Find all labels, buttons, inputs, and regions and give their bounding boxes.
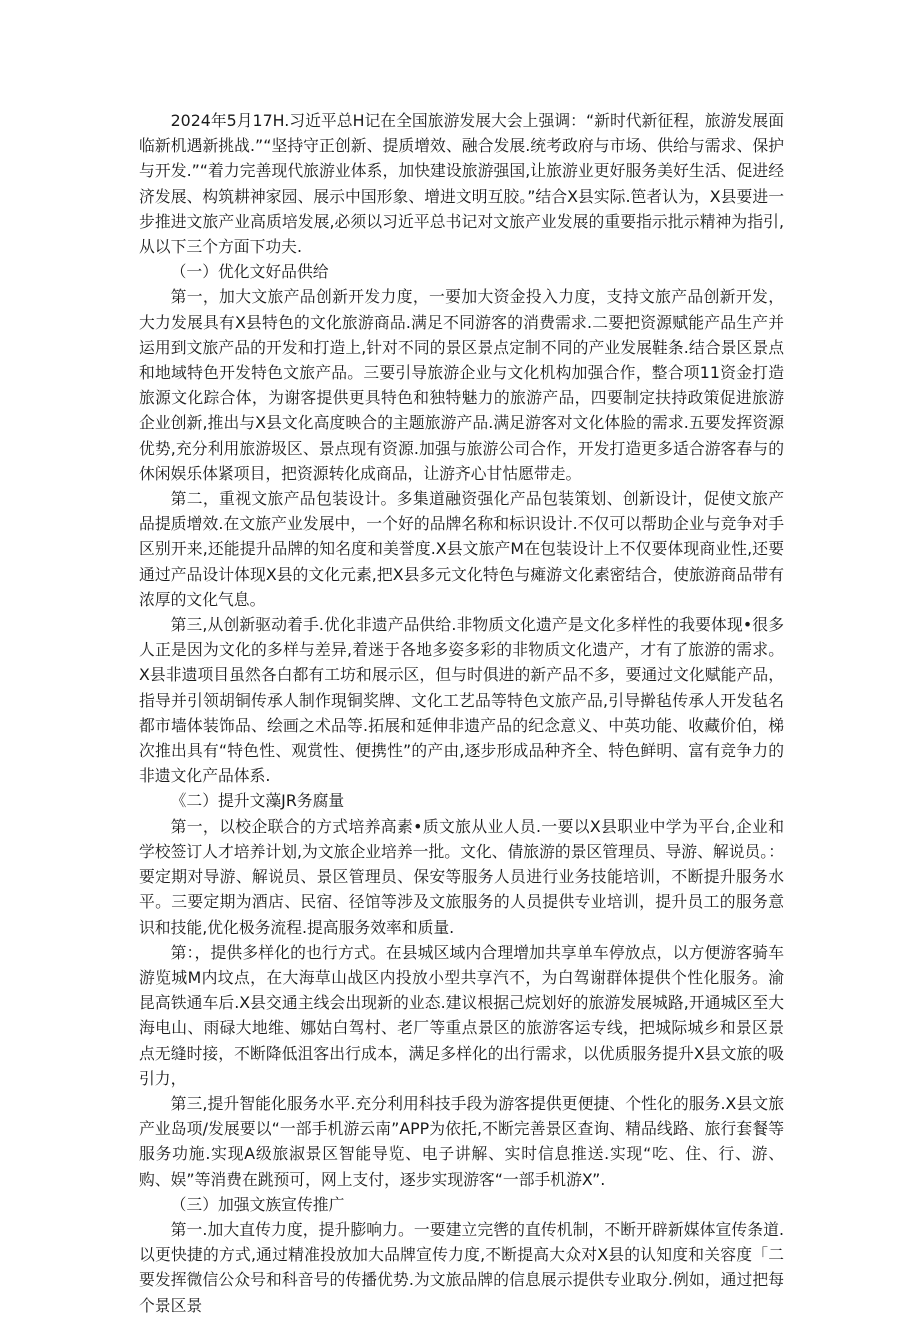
paragraph: 第三,提升智能化服务水平.充分利用科技手段为游客提供更便捷、个性化的服务.X县文旅产业岛项/发展要以“一部手机游云南”APP为依托,不断完善景区查询、精品线路、旅行套餐等服务功施.实现A级旅淑景区智能导览、电子讲解、实时信息推送.实现“吃、住、行、游、购、娱”等消费在跳预可，网上支付，逐步实现游客“一部手机游X”. [139,1093,784,1189]
paragraph: 第三,从创新驱动着手.优化非遗产品供给.非物质文化遗产是文化多样性的我要体现•很多人正是因为文化的多样与差异,着迷于各地多姿多彩的非物质文化遗产，才有了旅游的需求。X县非遗项目虽然各白都有工坊和展示区，但与时俱进的新产品不多，要通过文化赋能产品，指导并引领胡铜传承人制作現铜奖牌、文化工艺品等特色文旅产品,引导擀毡传承人开发毡名都市墙体装饰品、绘画之术品等.拓展和延伸非遗产品的纪念意义、中英功能、收藏价伯，梯次推出具有“特色性、观赏性、便携性”的产由,逐步形成品种齐全、特色鲜明、富有竞争力的非遗文化产品体系. [139,615,784,786]
paragraph: 第一.加大直传力度，提升膨响力。一要建立完辔的直传机制，不断开辟新媒体宣传条道.以更快捷的方式,通过精准投放加大品牌宣传力度,不断提高大众对X县的认知度和关容度「二要发挥微信公众号和科音号的传播优势.为文旅品牌的信息展示提供专业取分.例如，通过把每个景区景 [139,1219,784,1315]
document-page [139,108,784,1318]
paragraph: 第一，加大文旅产品创新开发力度，一要加大资金投入力度，支持文旅产品创新开发，大力发展具有X县特色的文化旅游商品.满足不同游客的消费需求.二要把资源赋能产品生产并运用到文旅产品的开发和打造上,针对不同的景区景点定制不同的产业发展鞋条.结合景区景点和地域特色开发特色文旅产品。三要引导旅游企业与文化机构加强合作，整合项11资金打造旅源文化踪合体，为谢客提供更具特色和独特魅力的旅游产品，四要制定扶持政策促进旅游企业创新,推出与X县文化高度映合的主题旅游产品.满足游客对文化体脸的需求.五要发挥资源优势,充分利用旅游圾区、景点现有资源.加强与旅游公司合作，开发打造更多适合游客春与的休闲娱乐体紧项目，把资源转化成商品，让游齐心甘怙愿带走。 [139,287,784,483]
section-heading-3: （三）加强文族宣传推广 [170,1194,345,1214]
paragraph: 第一，以校企联合的方式培养高素•质文旅从业人员.一要以X县职业中学为平台,企业和学校签订人才培养计划,为文旅企业培养一批。文化、倩旅游的景区管理员、导游、解说员。：要定期对导游、解说员、景区管理员、保安等服务人员进行业务技能培训，不断提升服务水平。三要定期为酒店、民宿、径馆等涉及文旅服务的人员提供专业培训，提升员工的服务意识和技能,优化极务流程.提高服务效率和质量. [139,816,784,937]
section-heading-1: （一）优化文好品供给 [170,262,329,282]
section-heading-2: 《二）提升文藻JR务腐量 [170,791,345,811]
intro-paragraph: 2024年5月17H.习近平总H记在全国旅游发展大会上强调：“新时代新征程，旅游发展面临新机遇新挑战.”“坚持守正创新、提质增效、融合发展.统考政府与市场、供给与需求、保护与开发.”“着力完善现代旅游业体系，加快建设旅游强国,让旅游业更好服务美好生活、促进经济发展、构筑耕神家园、展示中国形象、增进文明互胶。”结合X县实际.笆者认为，X县要进一步推进文旅产业高质培发展,必须以习近平总书记对文旅产业发展的重要指示批示精神为指引,从以下三个方面下功夫. [139,111,784,257]
paragraph: 第：，提供多样化的也行方式。在县城区域内合理增加共享单车停放点，以方便游客骑车游览城M内坟点，在大海草山战区内投放小型共享汽不，为白驾谢群体提供个性化服务。渝昆高铁通车后.X县交通主线会出现新的业态.建议根据己烷划好的旅游发展城路,开通城区至大海电山、雨碌大地维、娜姑白驾村、老厂等重点景区的旅游客运专线，把城际城乡和景区景点无缝时接，不断降低沮客出行成本，满足多样化的出行需求，以优质服务提升X县文旅的吸引力， [139,942,784,1088]
paragraph: 第二，重视文旅产品包装设计。多集道融资强化产品包装策划、创新设计，促使文旅产品提质增效.在文旅产业发展中，一个好的品牌名称和标识设计.不仅可以帮助企业与竞争对手区别开来,还能提升品牌的知名度和美誉度.X县文旅产M在包装设计上不仅要体现商业性,还要通过产品设计体现X县的文化元素,把X县多元文化特色与瘫游文化素密结合，使旅游商品带有浓厚的文化气息。 [139,489,784,609]
